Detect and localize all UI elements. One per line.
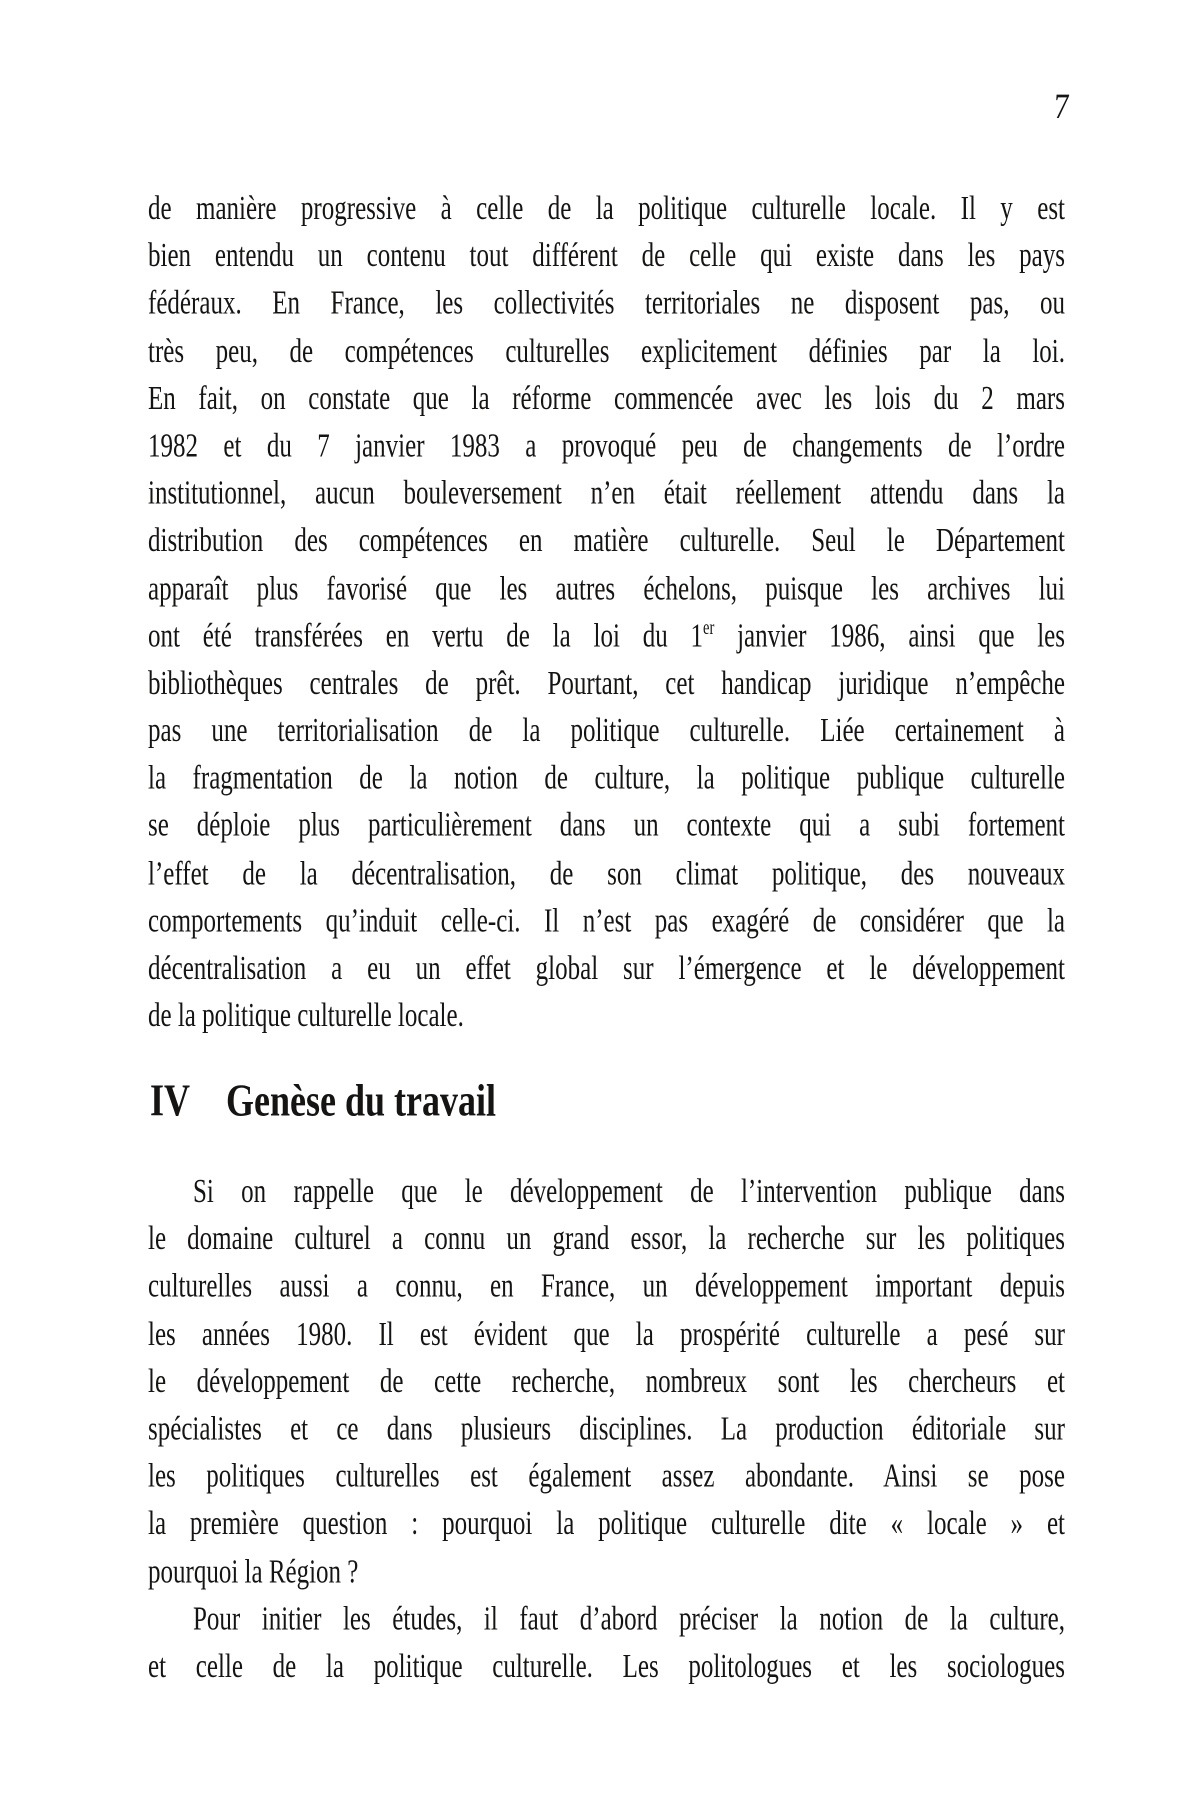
text-segment: culturelles aussi a connu, en France, un développement important depuis <box>148 1268 1065 1305</box>
text-segment: 1982 et du 7 janvier 1983 a provoqué peu de changements de l’ordre <box>148 427 1065 465</box>
text-segment: l’effet de la décentralisation, de son climat politique, des nouveaux <box>148 855 1065 892</box>
text-segment: institutionnel, aucun bouleversement n’en était réellement attendu dans la <box>148 475 1065 512</box>
text-segment: apparaît plus favorisé que les autres échelons, puisque les archives lui <box>148 570 1065 607</box>
text-line <box>148 803 1065 851</box>
text-segment: pas une territorialisation de la politique culturelle. Liée certainement à <box>148 712 1065 750</box>
text-line <box>148 185 1065 233</box>
text-line <box>148 1501 1065 1549</box>
text-segment: les politiques culturelles est également assez abondante. Ainsi se pose <box>148 1458 1065 1495</box>
text-line <box>148 1168 1065 1216</box>
text-segment: décentralisation a eu un effet global sur l’émergence et le développement <box>148 950 1065 987</box>
text-segment: bibliothèques centrales de prêt. Pourtant, cet handicap juridique n’empêche <box>148 665 1065 702</box>
section-heading <box>150 1075 496 1126</box>
superscript-ordinal: er <box>703 617 715 640</box>
text-line <box>148 1216 1065 1264</box>
text-segment: distribution des compétences en matière culturelle. Seul le Département <box>148 522 1065 560</box>
section-heading-title: Genèse du travail <box>226 1075 496 1126</box>
text-segment: le domaine culturel a connu un grand essor, la recherche sur les politiques <box>148 1220 1065 1258</box>
text-line <box>148 945 1065 993</box>
page-number: 7 <box>1052 85 1071 126</box>
text-line <box>148 470 1065 518</box>
text-segment: de la politique culturelle locale. <box>148 997 464 1035</box>
text-line <box>148 233 1065 281</box>
text-line <box>148 1596 1065 1644</box>
text-line <box>148 423 1065 471</box>
text-segment: le développement de cette recherche, nombreux sont les chercheurs et <box>148 1363 1065 1400</box>
section-heading-numeral: IV <box>150 1075 191 1126</box>
text-segment: janvier 1986, ainsi que les <box>714 617 1066 655</box>
text-line <box>148 280 1065 328</box>
text-line <box>148 1643 1065 1691</box>
text-line <box>148 898 1065 946</box>
text-line <box>148 518 1065 566</box>
paragraph-block-top <box>148 185 1065 1040</box>
text-segment: ont été transférées en vertu de la loi du 1 <box>148 617 704 655</box>
text-line <box>148 1548 1065 1596</box>
text-segment: En fait, on constate que la réforme commencée avec les lois du 2 mars <box>148 380 1065 417</box>
text-segment: et celle de la politique culturelle. Les politologues et les sociologues <box>148 1648 1065 1685</box>
text-line <box>148 708 1065 756</box>
text-line <box>148 755 1065 803</box>
text-segment: se déploie plus particulièrement dans un contexte qui a subi fortement <box>148 807 1065 845</box>
text-line <box>148 1263 1065 1311</box>
text-segment: très peu, de compétences culturelles explicitement définies par la loi. <box>148 332 1065 370</box>
text-segment: Si on rappelle que le développement de l’intervention publique dans <box>193 1173 1065 1210</box>
text-line <box>148 1406 1065 1454</box>
paragraph-block-bottom <box>148 1168 1065 1691</box>
text-line <box>148 660 1065 708</box>
text-line <box>148 328 1065 376</box>
text-line <box>148 850 1065 898</box>
text-line <box>148 1311 1065 1359</box>
text-segment: comportements qu’induit celle-ci. Il n’est pas exagéré de considérer que la <box>148 902 1065 940</box>
text-segment: les années 1980. Il est évident que la prospérité culturelle a pesé sur <box>148 1315 1065 1353</box>
text-segment: bien entendu un contenu tout différent de celle qui existe dans les pays <box>148 237 1065 275</box>
text-segment: Pour initier les études, il faut d’abord préciser la notion de la culture, <box>193 1600 1065 1638</box>
text-segment: de manière progressive à celle de la politique culturelle locale. Il y est <box>148 190 1065 227</box>
text-segment: pourquoi la Région ? <box>148 1553 359 1590</box>
text-line <box>148 1358 1065 1406</box>
text-line <box>148 1453 1065 1501</box>
text-line <box>148 565 1065 613</box>
text-line <box>148 993 1065 1041</box>
text-segment: la première question : pourquoi la politique culturelle dite « locale » et <box>148 1505 1065 1543</box>
text-segment: spécialistes et ce dans plusieurs disciplines. La production éditoriale sur <box>148 1410 1065 1448</box>
text-segment: fédéraux. En France, les collectivités territoriales ne disposent pas, ou <box>148 285 1065 322</box>
text-line <box>148 613 1065 661</box>
text-segment: la fragmentation de la notion de culture, la politique publique culturelle <box>148 760 1065 797</box>
text-line <box>148 375 1065 423</box>
